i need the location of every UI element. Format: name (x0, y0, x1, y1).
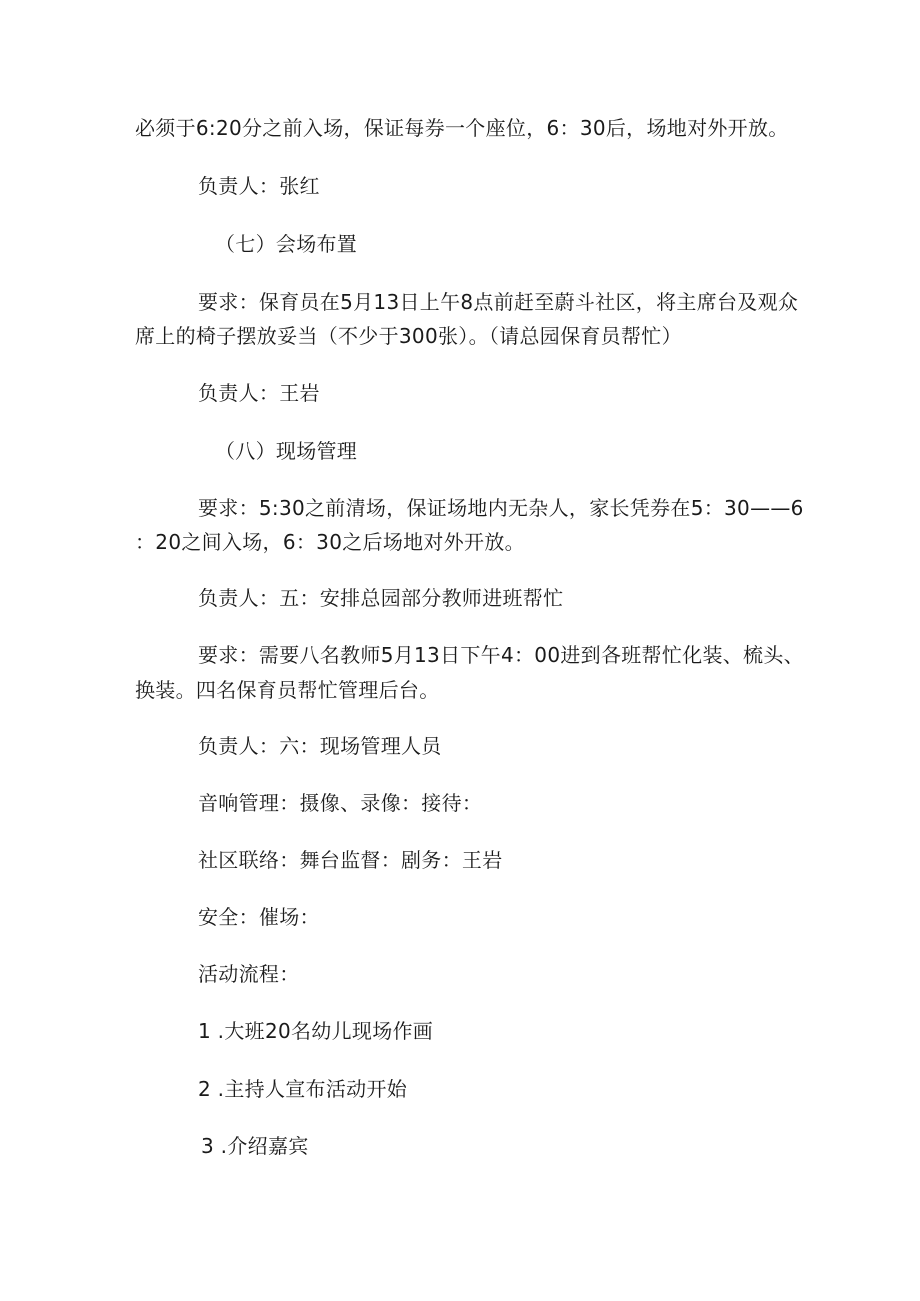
list-item-step-3: 3 .介绍嘉宾 (201, 1134, 309, 1158)
text-line-activity-flow: 活动流程： (198, 962, 300, 986)
text-line-entry-time: 必须于6:20分之前入场，保证每券一个座位，6：30后，场地对外开放。 (135, 116, 789, 140)
section-heading-venue-setup: （七）会场布置 (215, 232, 358, 256)
text-line-audio-management: 音响管理：摄像、录像：接待： (198, 791, 483, 815)
list-item-step-1: 1 .大班20名幼儿现场作画 (198, 1019, 434, 1043)
text-line-responsible-six: 负责人：六：现场管理人员 (198, 734, 442, 758)
section-heading-site-management: （八）现场管理 (215, 439, 358, 463)
text-line-responsible-zhanghong: 负责人：张红 (198, 174, 320, 198)
text-line-responsible-wangyan: 负责人：王岩 (198, 381, 320, 405)
text-line-responsible-five: 负责人：五：安排总园部分教师进班帮忙 (198, 586, 564, 610)
text-line-site-requirement: 要求：5:30之前清场，保证场地内无杂人，家长凭券在5：30——6 (198, 496, 804, 520)
text-line-venue-requirement-cont: 席上的椅子摆放妥当（不少于300张）。（请总园保育员帮忙） (135, 324, 682, 348)
text-line-community-liaison: 社区联络：舞台监督：剧务：王岩 (198, 848, 503, 872)
text-line-venue-requirement: 要求：保育员在5月13日上午8点前赶至蔚斗社区，将主席台及观众 (198, 290, 799, 314)
text-line-teacher-requirement-cont: 换装。四名保育员帮忙管理后台。 (135, 678, 440, 702)
text-line-safety: 安全：催场： (198, 905, 320, 929)
text-line-site-requirement-cont: ：20之间入场，6：30之后场地对外开放。 (135, 530, 525, 554)
list-item-step-2: 2 .主持人宣布活动开始 (198, 1077, 408, 1101)
text-line-teacher-requirement: 要求：需要八名教师5月13日下午4：00进到各班帮忙化装、梳头、 (198, 643, 804, 667)
